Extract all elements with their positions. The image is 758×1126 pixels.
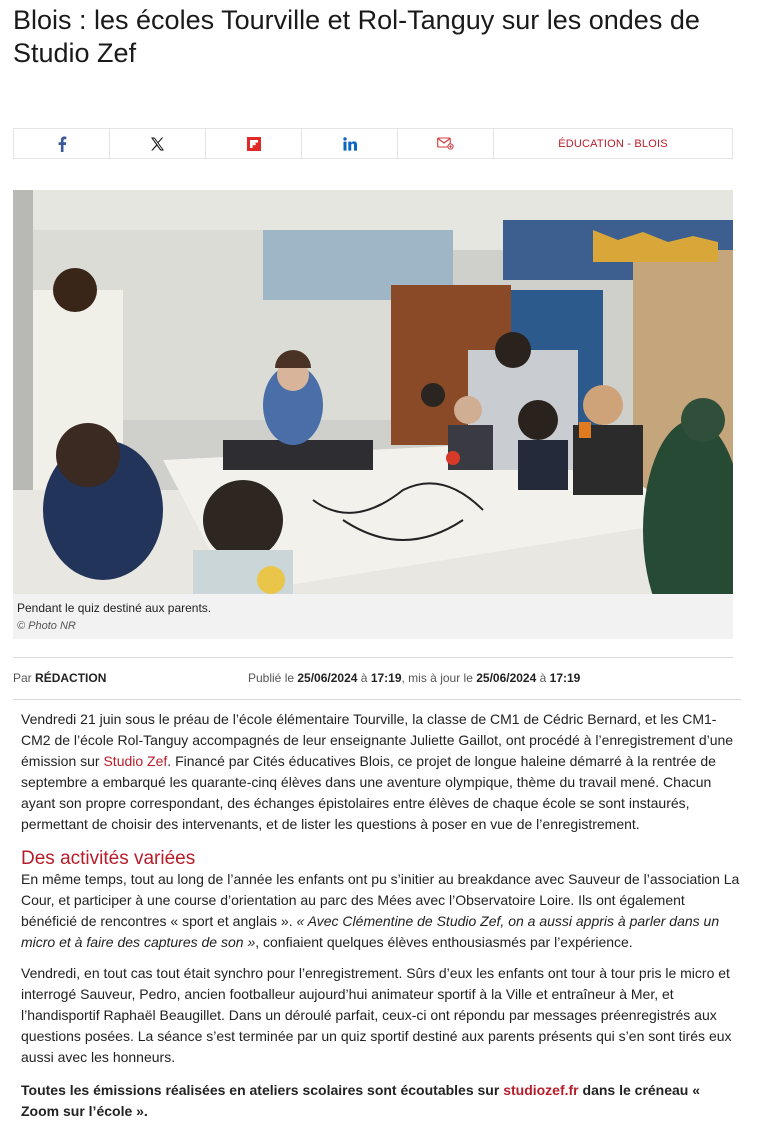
- facebook-icon: [57, 136, 67, 152]
- byline-prefix: Par: [13, 671, 32, 685]
- subheading: Des activités variées: [21, 848, 196, 869]
- paragraph-text: Toutes les émissions réalisées en ateliers scolaires sont écoutables sur: [21, 1082, 504, 1098]
- paragraph-text: . Financé par Cités éducatives Blois, ce projet de longue haleine démarré à la rentrée de septembre a embarqué les quarante-cinq élèves dans une aventure olympique, thème du travail mené. Chacun ayant son propre correspondant, des échanges épistolaires entre élèves de chaque école se sont instaurés, permettant de choisir des intervenants, et de lister les questions à poser en vue de l’enregistrement.: [21, 753, 716, 832]
- studiozef-site-link[interactable]: studiozef.fr: [503, 1082, 579, 1098]
- article-category[interactable]: ÉDUCATION - BLOIS: [558, 137, 668, 150]
- paragraph-activities: [21, 869, 741, 953]
- published-at: à: [360, 671, 368, 685]
- paragraph-recording: Vendredi, en tout cas tout était synchro pour l’enregistrement. Sûrs d’eux les enfants ont tour à tour pris le micro et interrogé Sauveur, Pedro, ancien footballeur aujourd’hui animateur sportif à la Ville et entraîneur à Mer, et l’handisportif Raphaël Beaugillet. Dans un déroulé parfait, ceux-ci ont répondu par messages préenregistrés aux questions posées. La séance s’est terminée par un quiz sportif destiné aux parents présents qui s’en sont tirés eux aussi avec les honneurs.: [21, 965, 732, 1065]
- caption-text: Pendant le quiz destiné aux parents.: [17, 601, 212, 615]
- share-flipboard-button[interactable]: [206, 129, 302, 158]
- article-body: [21, 709, 741, 1126]
- paragraph-text: En même temps, tout au long de l’année les enfants ont pu s’initier au breakdance avec Sauveur de l’association La Cour, et participer à une course d’orientation au parc des Mées avec l’Observatoire Loire. Ils ont également bénéficié de rencontres « sport et anglais ».: [21, 871, 740, 929]
- linkedin-icon: [343, 137, 357, 151]
- updated-time: 17:19: [549, 671, 581, 685]
- paragraph-intro: [21, 709, 741, 835]
- divider: [13, 699, 741, 700]
- photo-caption: [13, 594, 733, 639]
- divider: [13, 657, 733, 658]
- share-email-button[interactable]: [398, 129, 494, 158]
- quote-text: « Avec Clémentine de Studio Zef, on a aussi appris à parler dans un micro et à faire des captures de son »: [21, 913, 720, 950]
- email-icon: [437, 137, 454, 150]
- byline: [13, 671, 106, 685]
- paragraph-final: [21, 1080, 741, 1122]
- paragraph-text: , confiaient quelques élèves enthousiasmés par l’expérience.: [255, 934, 633, 950]
- published-time: 17:19: [370, 671, 402, 685]
- paragraph-text: dans le créneau « Zoom sur l’école ».: [21, 1082, 701, 1119]
- published-date: 25/06/2024: [297, 671, 358, 685]
- flipboard-icon: [247, 137, 261, 151]
- share-linkedin-button[interactable]: [302, 129, 398, 158]
- publication-dates: [248, 671, 580, 685]
- paragraph-text: Vendredi 21 juin sous le préau de l’école élémentaire Tourville, la classe de CM1 de Cédric Bernard, et les CM1-CM2 de l’école Rol-Tanguy accompagnés de leur enseignante Juliette Gaillot, ont procédé à l’enregistrement d’une émission sur: [21, 711, 734, 769]
- published-prefix: Publié le: [248, 671, 295, 685]
- share-bar: [13, 128, 733, 159]
- updated-prefix: , mis à jour le: [401, 671, 473, 685]
- share-facebook-button[interactable]: [14, 129, 110, 158]
- article-photo: [13, 190, 733, 594]
- photo-credit: © Photo NR: [17, 620, 76, 632]
- studio-zef-link[interactable]: Studio Zef: [103, 753, 168, 769]
- article-title: Blois : les écoles Tourville et Rol-Tanguy sur les ondes de Studio Zef: [13, 5, 700, 68]
- updated-at: à: [539, 671, 547, 685]
- author-name[interactable]: RÉDACTION: [35, 671, 107, 685]
- updated-date: 25/06/2024: [476, 671, 537, 685]
- share-x-button[interactable]: [110, 129, 206, 158]
- x-icon: [150, 137, 165, 151]
